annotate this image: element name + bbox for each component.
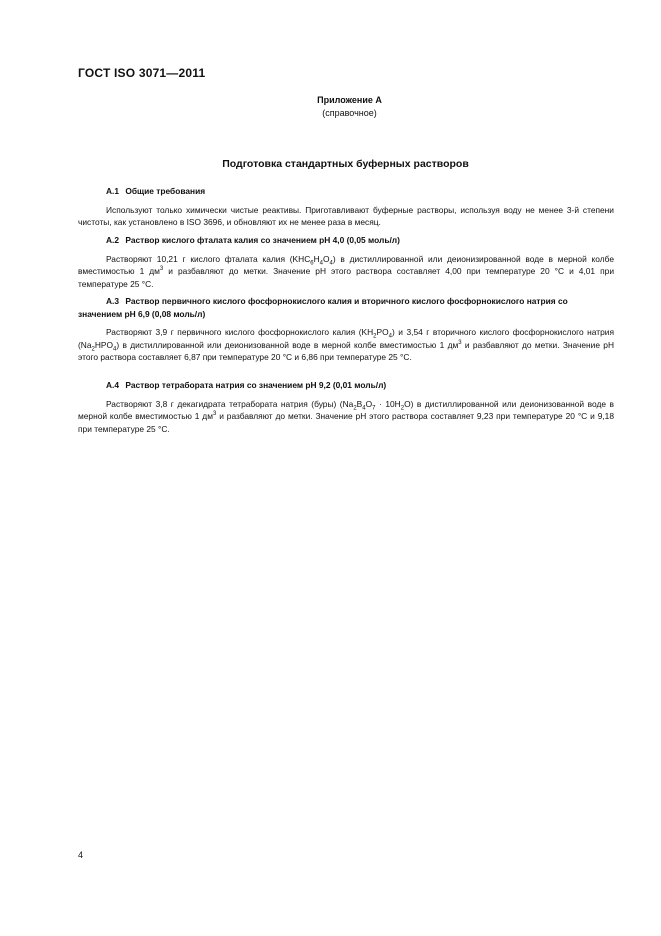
page-number: 4: [78, 850, 84, 860]
section-heading-text: Раствор первичного кислого фосфорнокислого калия и вторичного кислого фосфорнокислого натрия со значением pH 6,9 (0,08 моль/л): [78, 296, 568, 319]
section-paragraph: Растворяют 10,21 г кислого фталата калия $(KHC_6H_4O_4)$ в дистиллированной или деионизированной воде в мерной колбе вместимостью 1 $дм^3$ и разбавляют до метки. Значение pH этого раствора составляет 4,00 при температуре 20 °С и 4,01 при температуре 25 °С.: [78, 253, 614, 289]
section-heading: [78, 379, 614, 392]
section-a4: [78, 379, 614, 435]
section-paragraph: Используют только химически чистые реактивы. Приготавливают буферные растворы, используя воду не менее 3-й степени чистоты, как установлено в ISO 3696, и обновляют их не менее раза в месяц.: [78, 204, 614, 228]
section-heading-text: Общие требования: [125, 186, 206, 196]
section-a2: [78, 234, 614, 290]
section-number: А.3: [106, 296, 120, 306]
section-a1: [78, 185, 614, 229]
section-heading-text: Раствор кислого фталата калия со значением pH 4,0 (0,05 моль/л): [125, 235, 400, 245]
document-code: ГОСТ ISO 3071—2011: [78, 66, 206, 80]
section-number: А.2: [106, 235, 120, 245]
section-heading-text: Раствор тетрабората натрия со значением pH 9,2 (0,01 моль/л): [125, 380, 387, 390]
section-paragraph: Растворяют 3,9 г первичного кислого фосфорнокислого калия $(KH_2PO_4)$ и 3,54 г вторичного кислого фосфорнокислого натрия $(Na_2HPO_4)$ в дистиллированной или деионизованной воде в мерной колбе вместимостью 1 $дм^3$ и разбавляют до метки. Значение pH этого раствора составляет 6,87 при температуре 20 °С и 6,86 при температуре 25 °С.: [78, 327, 615, 363]
section-heading: [78, 234, 614, 247]
section-number: А.4: [106, 380, 120, 390]
appendix-type: (справочное): [322, 108, 377, 118]
section-heading: [78, 185, 614, 198]
appendix-label: Приложение А: [317, 95, 382, 105]
section-a3: [78, 295, 614, 364]
appendix-title: Подготовка стандартных буферных растворов: [222, 158, 469, 170]
section-number: А.1: [106, 186, 120, 196]
section-paragraph: Растворяют 3,8 г декагидрата тетрабората натрия (буры) $(Na_2B_4O_7 \cdot 10H_2O)$ в дистиллированной или деионизованной воде в мерной колбе вместимостью 1 $дм^3$ и разбавляют до метки. Значение pH этого раствора составляет 9,23 при температуре 20 °С и 9,18 при температуре 25 °С.: [78, 398, 614, 434]
section-heading: [78, 295, 614, 320]
